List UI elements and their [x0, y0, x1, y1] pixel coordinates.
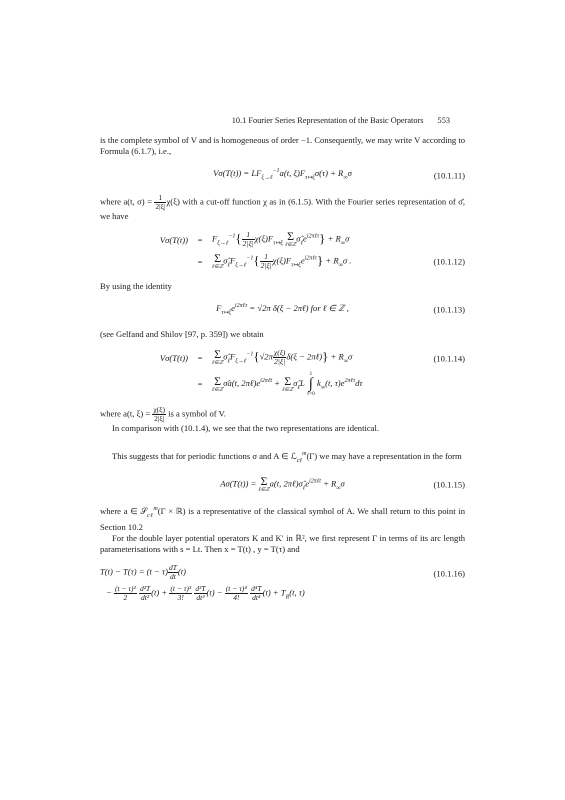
equation-10-1-11: $V\sigma(T(t)) = LF_{\xi\to\ell}^{-1}a(t$, $\xi)F_{\tau↦\xi}\sigma(\tau) + R_\infty\sigma$ (10.1.11): [213, 168, 465, 182]
paragraph-5: where a(t, ξ) = $\frac{\chi(\xi)}{2|\xi|}$ is a symbol of V.: [100, 405, 226, 424]
paragraph-3: By using the identity: [100, 281, 172, 292]
equation-number: (10.1.16): [433, 568, 465, 579]
running-title: 10.1 Fourier Series Representation of the Basic Operators: [231, 116, 424, 125]
paragraph-9: For the double layer potential operators K and K′ in ℝ², we first represent Γ in terms of its arc length parameterisations with s = Lt. Then x = T(t) , y = T(τ) and: [100, 532, 465, 555]
summation: Σ ℓ∈ℤ: [285, 228, 297, 248]
paragraph-4: (see Gelfand and Shilov [97, p. 359]) we obtain: [100, 328, 264, 339]
paragraph-2: where a(t, σ) = $\frac{1}{2|\xi|}$ χ(ξ) with a cut-off function χ as in (6.1.5). With the Fourier series representation of σ̂, we have: [100, 192, 466, 221]
equation-10-1-14: Vσ(T(t)) = Σ ℓ∈ℤ $\sigmâ_\ell F_{\xi\to\ell}^{-1}\{√2\pi$ $\frac{\chi(\xi)}{2|\xi|}$ δ(ξ − 2πℓ)} + $R_\infty\sigma$ = Σ ℓ∈ℤ σ̂a(t, $2\pi\ell)e^{i2\pi\ell t}$ + Σ ℓ∈ℤ $\sigmâ_\ell L$ 1 ∫ τ=0 $k_\infty(t$, $\tau)e^{2\pi\ell\tau}d\tau$ (10.1.14): [159, 346, 465, 398]
equation-10-1-12: Vσ(T(t)) = $F_{\xi\to\ell}^{-1}${ $\frac{1}{2|\xi|}$ $\chi(\xi)F_{\tau↦\xi}$ Σ ℓ∈ℤ $\sigmâ_\ell e^{i2\pi\ell\tau}\} + R_\infty\sigma$ = Σ ℓ∈ℤ $\sigmâ_\ell F_{\xi\to\ell}^{-1}${ $\frac{1}{2|\xi|}$ $\chi(\xi)F_{\tau↦\xi}e^{i2\pi\ell\tau}\} + R_\infty\sigma$ . (10.1.12): [159, 228, 465, 271]
equation-number: (10.1.14): [433, 352, 465, 363]
page-number: 553: [437, 116, 450, 125]
equation-number: (10.1.12): [433, 256, 465, 267]
equation-number: (10.1.13): [433, 304, 465, 315]
paragraph-8: where a ∈ 𝒮$_{c\ell}^m$(Γ × ℝ) is a representative of the classical symbol of A. We shall return to this point in Section 10.2: [100, 505, 465, 532]
paragraph-7: This suggests that for periodic functions σ and A ∈ ℒ$_{c\ell}^m$(Γ) we may have a representation in the form: [112, 450, 462, 464]
page-body: [100, 135, 465, 604]
equation-10-1-16: T(t) − T(τ) = (t − τ) $\frac{dT}{dt}$ (t) (10.1.16) − $\frac{\text{(t − τ)²}}{2}$ $\frac{\text{d²T}}{\text{dt²}}$ (t) + $\frac{\text{(t − τ)³}}{3!}$ $\frac{\text{d³T}}{\text{dt³}}$ (t) − $\frac{\text{(t − τ)⁴}}{4!}$ $\frac{\text{d⁴T}}{\text{dt⁴}}$ $(t) + T_R(t$, τ): [100, 563, 465, 603]
fraction: $\frac{1}{2|\xi|}$: [155, 192, 166, 211]
equation-number: (10.1.11): [433, 169, 465, 180]
running-header: [100, 116, 450, 125]
paragraph-6: In comparison with (10.1.4), we see that the two representations are identical.: [112, 423, 380, 434]
equation-10-1-13: $F_{\tau↦\xi}e^{i2\pi\ell\tau} = √2\pi$ δ(ξ − 2πℓ) for ℓ ∈ ℤ , (10.1.13): [216, 303, 465, 317]
integral-sign: 1 ∫ τ=0: [306, 371, 315, 398]
equation-10-1-15: Aσ(T(t)) = Σ ℓ∈ℤ a(t, $2\pi\ell)\sigmâ_\ell e^{i2\pi\ell t} + R_\infty\sigma$ (10.1.15): [220, 473, 465, 493]
equation-number: (10.1.15): [433, 479, 465, 490]
paragraph-1: is the complete symbol of V and is homogeneous of order −1. Consequently, we may write V according to Formula (6.1.7), i.e.,: [100, 135, 466, 157]
